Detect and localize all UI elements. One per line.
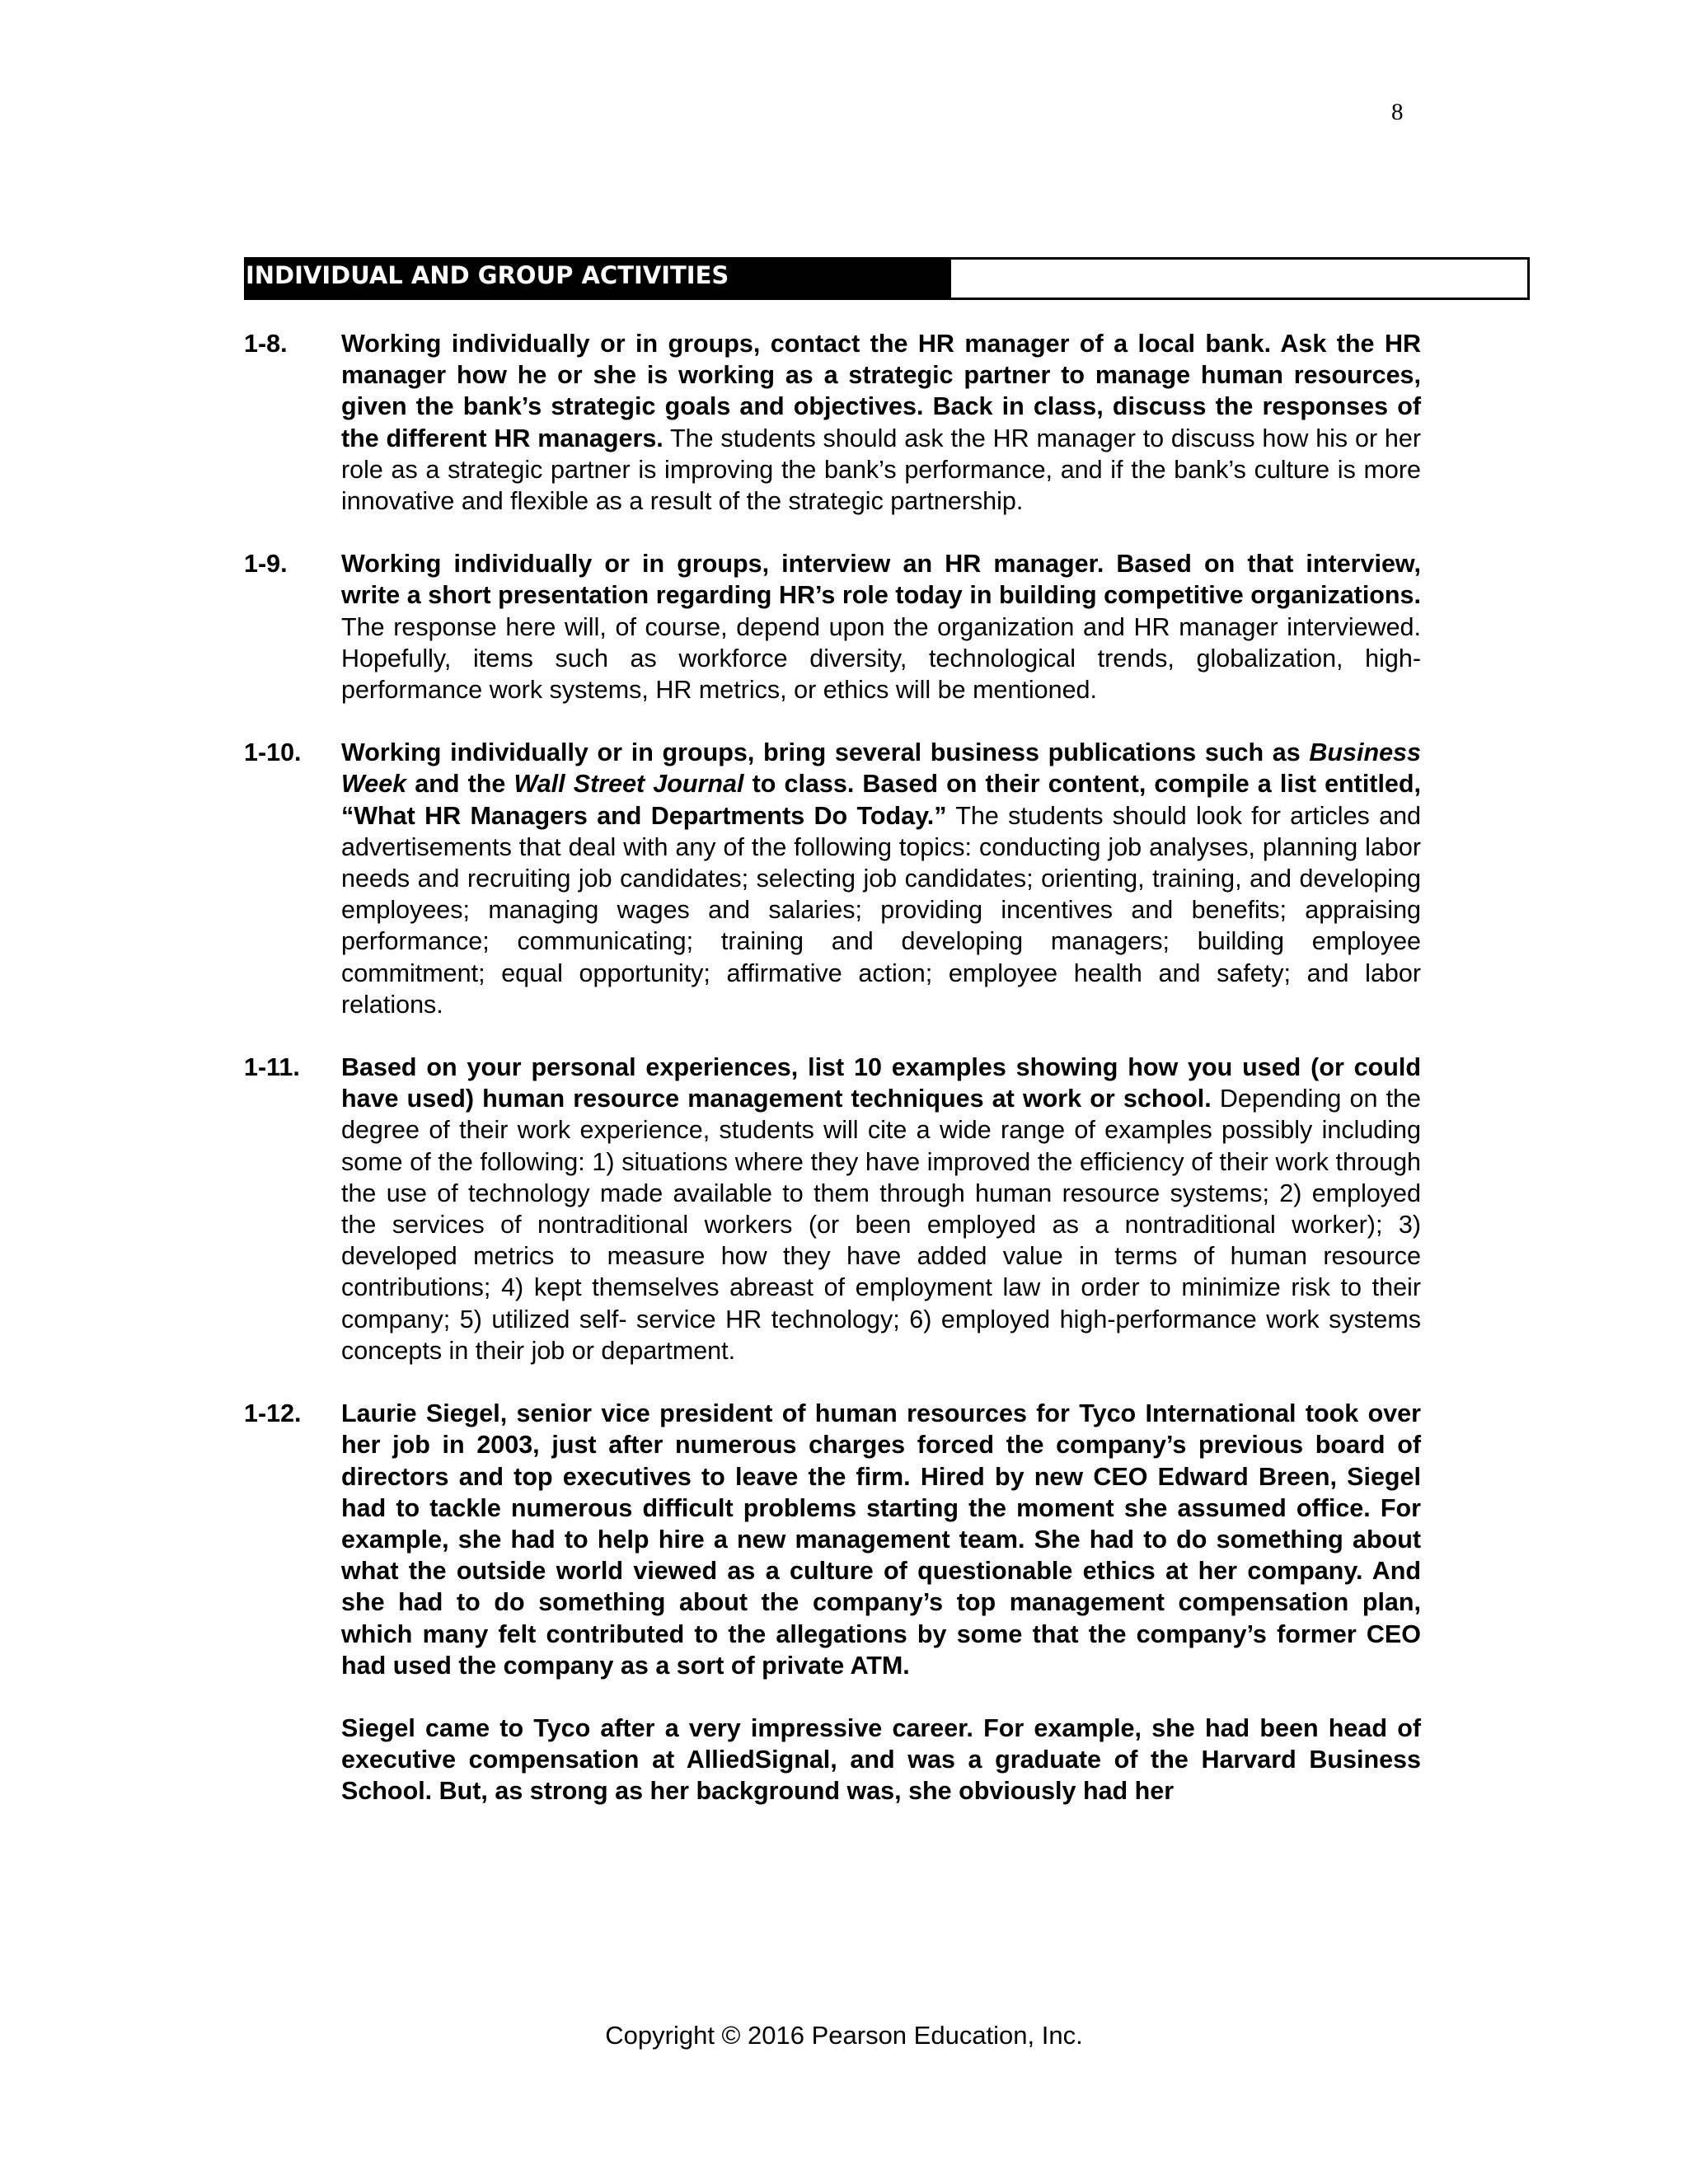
page-number: 8 <box>1391 99 1404 125</box>
copyright-footer: Copyright © 2016 Pearson Education, Inc. <box>605 2021 1083 2050</box>
activity-1-12 <box>244 1398 1421 1807</box>
activity-prompt: Based on your personal experiences, list 10 examples showing how you used (or could have used) human resource management techniques at work or school. <box>341 1053 1421 1113</box>
activity-1-11 <box>244 1052 1421 1366</box>
activity-body <box>341 737 1421 1020</box>
activity-1-10 <box>244 737 1421 1020</box>
activity-body <box>341 548 1421 705</box>
activity-answer: The students should ask the HR manager to discuss how his or her role as a strategic partner is improving the bank’s performance, and if the bank’s culture is more innovative and flexible as a result of the strategic partnership. <box>341 424 1421 516</box>
activity-number: 1-10. <box>244 738 302 767</box>
section-header-box <box>951 257 1530 300</box>
activity-answer: The response here will, of course, depend upon the organization and HR manager interviewed. Hopefully, items such as workforce diversity, technological trends, globalization, high-performance work systems, HR metrics, or ethics will be mentioned. <box>341 612 1421 705</box>
activity-number: 1-12. <box>244 1399 302 1428</box>
activity-prompt-part: and the <box>406 770 514 799</box>
activity-prompt-part: Working individually or in groups, bring several business publications such as <box>341 738 1310 767</box>
activity-number: 1-11. <box>244 1053 300 1082</box>
activity-case-paragraph: Siegel came to Tyco after a very impressive career. For example, she had been head of executive compensation at AlliedSignal, and was a graduate of the Harvard Business School. But, as strong as her background was, she obviously had her <box>341 1713 1421 1806</box>
activity-number: 1-8. <box>244 330 288 358</box>
activity-case-paragraph: Laurie Siegel, senior vice president of human resources for Tyco International took over her job in 2003, just after numerous charges forced the company’s previous board of directors and top executives to leave the firm. Hired by new CEO Edward Breen, Siegel had to tackle numerous difficult problems starting the moment she assumed office. For example, she had to help hire a new management team. She had to do something about what the outside world viewed as a culture of questionable ethics at her company. And she had to do something about the company’s top management compensation plan, which many felt contributed to the allegations by some that the company’s former CEO had used the company as a sort of private ATM. <box>341 1399 1421 1680</box>
activity-paragraph <box>341 328 1421 517</box>
activity-answer: Depending on the degree of their work experience, students will cite a wide range of examples possibly including some of the following: 1) situations where they have improved the efficiency of their work through the use of technology made available to them through human resource systems; 2) employed the services of nontraditional workers (or been employed as a nontraditional worker); 3) developed metrics to measure how they have added value in terms of human resource contributions; 4) kept themselves abreast of employment law in order to minimize risk to their company; 5) utilized self- service HR technology; 6) employed high-performance work systems concepts in their job or department. <box>341 1085 1421 1365</box>
publication-title: Wall Street Journal <box>513 770 744 799</box>
activity-answer: The students should look for articles and advertisements that deal with any of the following topics: conducting job analyses, planning labor needs and recruiting job candidates; selecting job candidates; orienting, training, and developing employees; managing wages and salaries; providing incentives and benefits; appraising performance; communicating; training and developing managers; building employee commitment; equal opportunity; affirmative action; employee health and safety; and labor relations. <box>341 801 1422 1019</box>
activity-body <box>341 1052 1421 1366</box>
activities-list <box>244 328 1421 1839</box>
activity-body <box>341 1398 1421 1807</box>
section-header <box>244 257 1530 300</box>
activity-number: 1-9. <box>244 550 288 579</box>
activity-1-8 <box>244 328 1421 517</box>
activity-paragraph <box>341 548 1421 705</box>
activity-body <box>341 328 1421 517</box>
activity-prompt-part: to class. Based on their content, compile a list entitled, “What HR Managers and Departments Do Today.” <box>341 770 1421 830</box>
activity-prompt: Working individually or in groups, interview an HR manager. Based on that interview, write a short presentation regarding HR’s role today in building competitive organizations. <box>341 550 1421 610</box>
activity-1-9 <box>244 548 1421 705</box>
activity-paragraph <box>341 1052 1421 1366</box>
section-title: INDIVIDUAL AND GROUP ACTIVITIES <box>244 257 951 300</box>
activity-paragraph <box>341 737 1421 1020</box>
activity-prompt: Working individually or in groups, contact the HR manager of a local bank. Ask the HR manager how he or she is working as a strategic partner to manage human resources, given the bank’s strategic goals and objectives. Back in class, discuss the responses of the different HR managers. <box>341 330 1421 452</box>
publication-title: Business Week <box>341 738 1421 799</box>
